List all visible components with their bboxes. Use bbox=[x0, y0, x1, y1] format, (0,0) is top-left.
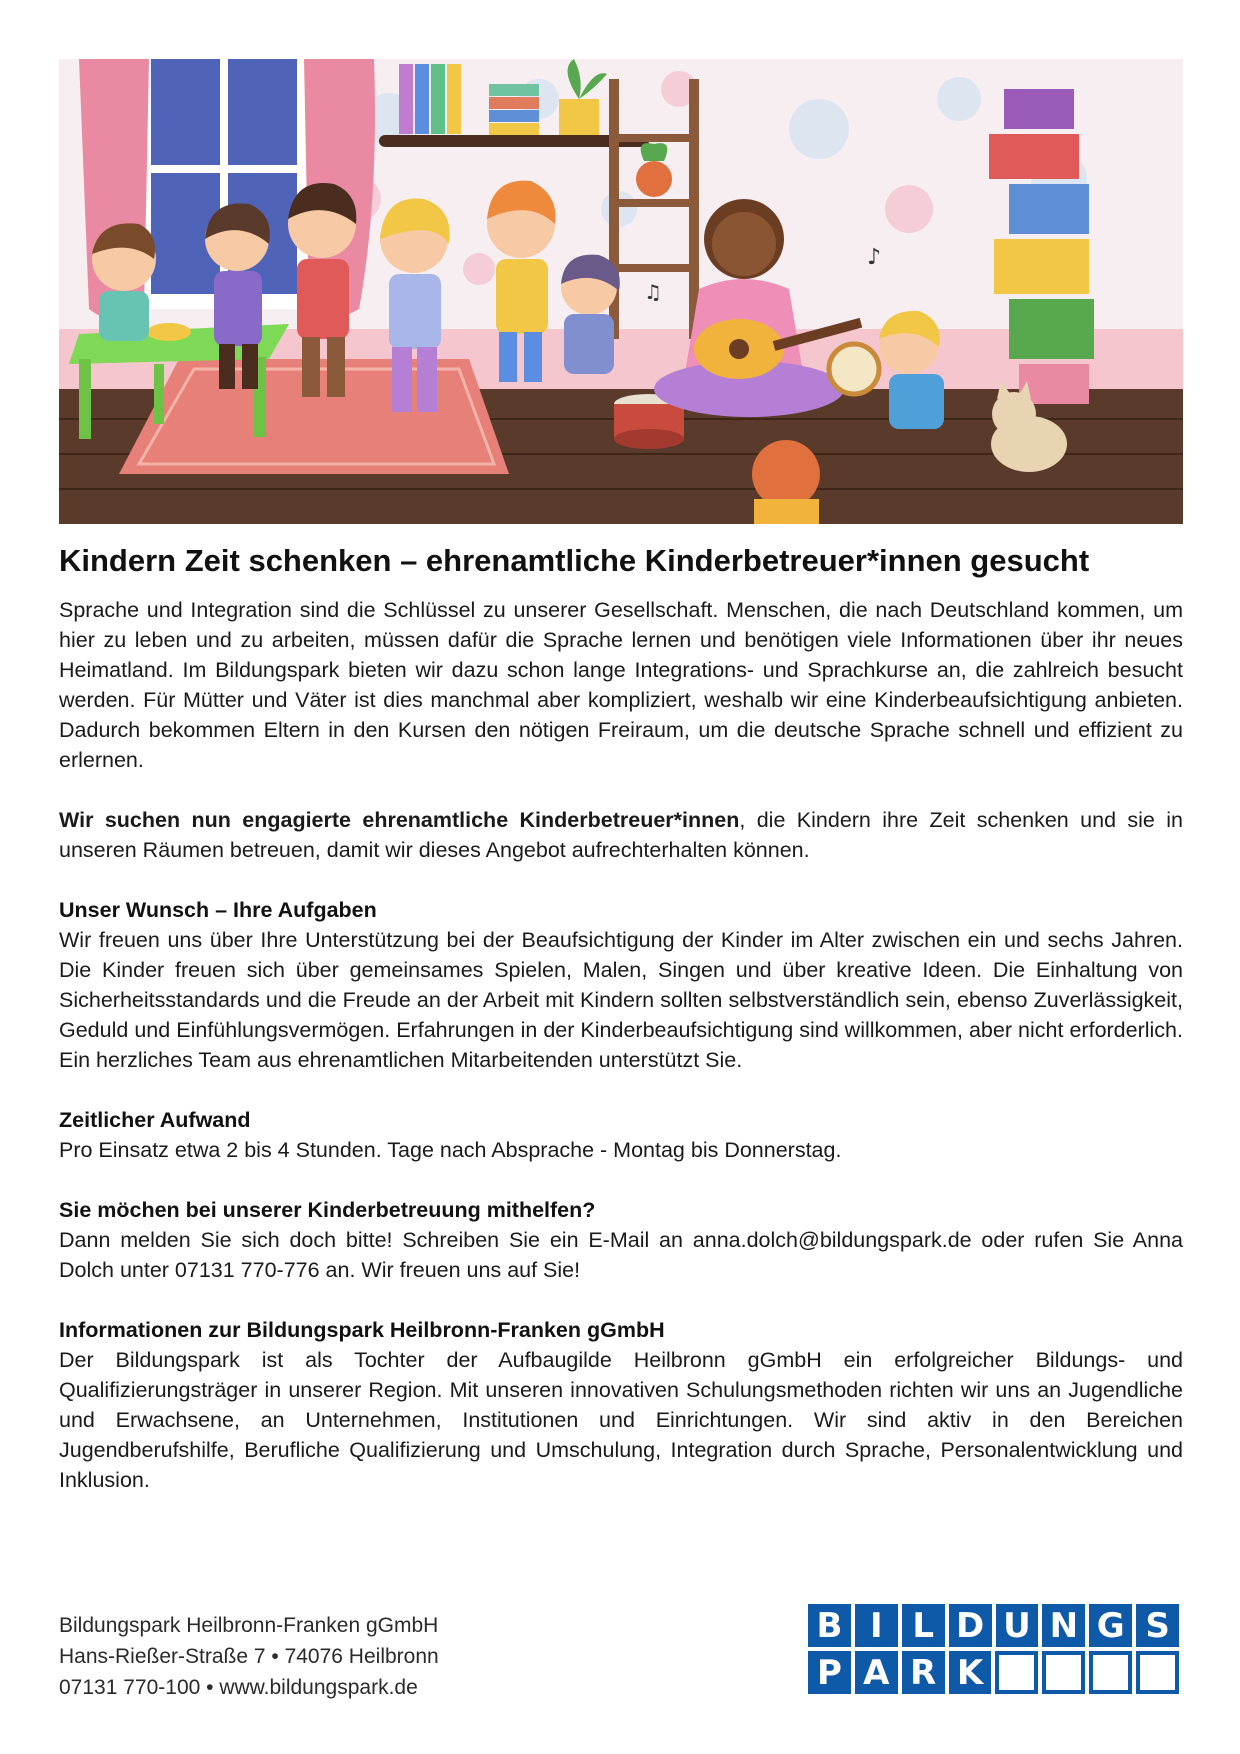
logo-empty-box bbox=[1136, 1651, 1179, 1694]
footer-address bbox=[59, 1610, 439, 1703]
logo-letter: K bbox=[949, 1651, 992, 1694]
logo-letter: B bbox=[808, 1604, 851, 1647]
search-emphasis: Wir suchen nun engagierte ehrenamtliche Kinderbetreuer*innen bbox=[59, 808, 740, 832]
logo-letter: U bbox=[996, 1604, 1039, 1647]
logo-letter: S bbox=[1136, 1604, 1179, 1647]
classroom-illustration bbox=[59, 59, 1183, 524]
svg-text:♫: ♫ bbox=[644, 280, 662, 304]
logo-letter: P bbox=[808, 1651, 851, 1694]
logo-row-2 bbox=[808, 1651, 1179, 1694]
article-content bbox=[59, 541, 1183, 1495]
footer-contact: 07131 770-100 • www.bildungspark.de bbox=[59, 1676, 418, 1699]
logo-empty-box bbox=[995, 1651, 1038, 1694]
section-text-about: Der Bildungspark ist als Tochter der Aufbaugilde Heilbronn gGmbH ein erfolgreicher Bildungs- und Qualifizierungsträger in unserer Region. Mit unseren innovativen Schulungsmethoden richten wir uns an Jugendliche und Erwachsene, an Unternehmen, Institutionen und Einrichtungen. Wir sind aktiv in den Bereichen Jugendberufshilfe, Berufliche Qualifizierung und Umschulung, Integration durch Sprache, Personalentwicklung und Inklusion. bbox=[59, 1348, 1183, 1492]
page-title: Kindern Zeit schenken – ehrenamtliche Kinderbetreuer*innen gesucht bbox=[59, 543, 1090, 578]
logo-row-1 bbox=[808, 1604, 1179, 1647]
logo-empty-box bbox=[1089, 1651, 1132, 1694]
logo-letter: A bbox=[855, 1651, 898, 1694]
logo-letter: L bbox=[902, 1604, 945, 1647]
svg-text:♪: ♪ bbox=[867, 245, 882, 270]
footer-street: Hans-Rießer-Straße 7 • 74076 Heilbronn bbox=[59, 1645, 439, 1668]
search-text: , die Kindern ihre Zeit schenken und sie in unseren Räumen betreuen, damit wir dieses Angebot aufrechterhalten können. bbox=[59, 808, 1184, 862]
logo-letter: I bbox=[855, 1604, 898, 1647]
bildungspark-logo bbox=[808, 1604, 1179, 1698]
tambourine-icon bbox=[829, 344, 879, 394]
logo-letter: G bbox=[1089, 1604, 1132, 1647]
intro-paragraph: Sprache und Integration sind die Schlüssel zu unserer Gesellschaft. Menschen, die nach Deutschland kommen, um hier zu leben und zu arbeiten, müssen dafür die Sprache lernen und benötigen viele Informationen über ihr neues Heimatland. Im Bildungspark bieten wir dazu schon lange Integrations- und Sprachkurse an, die zahlreich besucht werden. Für Mütter und Väter ist dies manchmal aber kompliziert, weshalb wir eine Kinderbeaufsichtigung anbieten. Dadurch bekommen Eltern in den Kursen den nötigen Freiraum, um die deutsche Sprache schnell und effizient zu erlernen. bbox=[59, 598, 1183, 772]
logo-letter: N bbox=[1042, 1604, 1085, 1647]
search-paragraph bbox=[59, 805, 1183, 865]
section-heading-tasks: Unser Wunsch – Ihre Aufgaben bbox=[59, 898, 377, 922]
section-heading-about: Informationen zur Bildungspark Heilbronn-Franken gGmbH bbox=[59, 1318, 665, 1342]
logo-empty-box bbox=[1042, 1651, 1085, 1694]
section-heading-time: Zeitlicher Aufwand bbox=[59, 1108, 251, 1132]
section-text-time: Pro Einsatz etwa 2 bis 4 Stunden. Tage nach Absprache - Montag bis Donnerstag. bbox=[59, 1138, 842, 1162]
section-text-tasks: Wir freuen uns über Ihre Unterstützung bei der Beaufsichtigung der Kinder im Alter zwischen ein und sechs Jahren. Die Kinder freuen sich über gemeinsames Spielen, Malen, Singen und über kreative Ideen. Die Einhaltung von Sicherheitsstandards und die Freude an der Arbeit mit Kindern sollten selbstverständlich sein, ebenso Zuverlässigkeit, Geduld und Einfühlungsvermögen. Erfahrungen in der Kinderbeaufsichtigung sind willkommen, aber nicht erforderlich. Ein herzliches Team aus ehrenamtlichen Mitarbeitenden unterstützt Sie. bbox=[59, 928, 1183, 1072]
section-text-contact: Dann melden Sie sich doch bitte! Schreiben Sie ein E-Mail an anna.dolch@bildungspark.de oder rufen Sie Anna Dolch unter 07131 770-776 an. Wir freuen uns auf Sie! bbox=[59, 1228, 1183, 1282]
hero-illustration bbox=[59, 59, 1183, 524]
child-figure bbox=[752, 440, 820, 524]
logo-letter: R bbox=[902, 1651, 945, 1694]
logo-letter: D bbox=[949, 1604, 992, 1647]
section-heading-contact: Sie möchen bei unserer Kinderbetreuung mithelfen? bbox=[59, 1198, 596, 1222]
footer-company: Bildungspark Heilbronn-Franken gGmbH bbox=[59, 1614, 439, 1637]
